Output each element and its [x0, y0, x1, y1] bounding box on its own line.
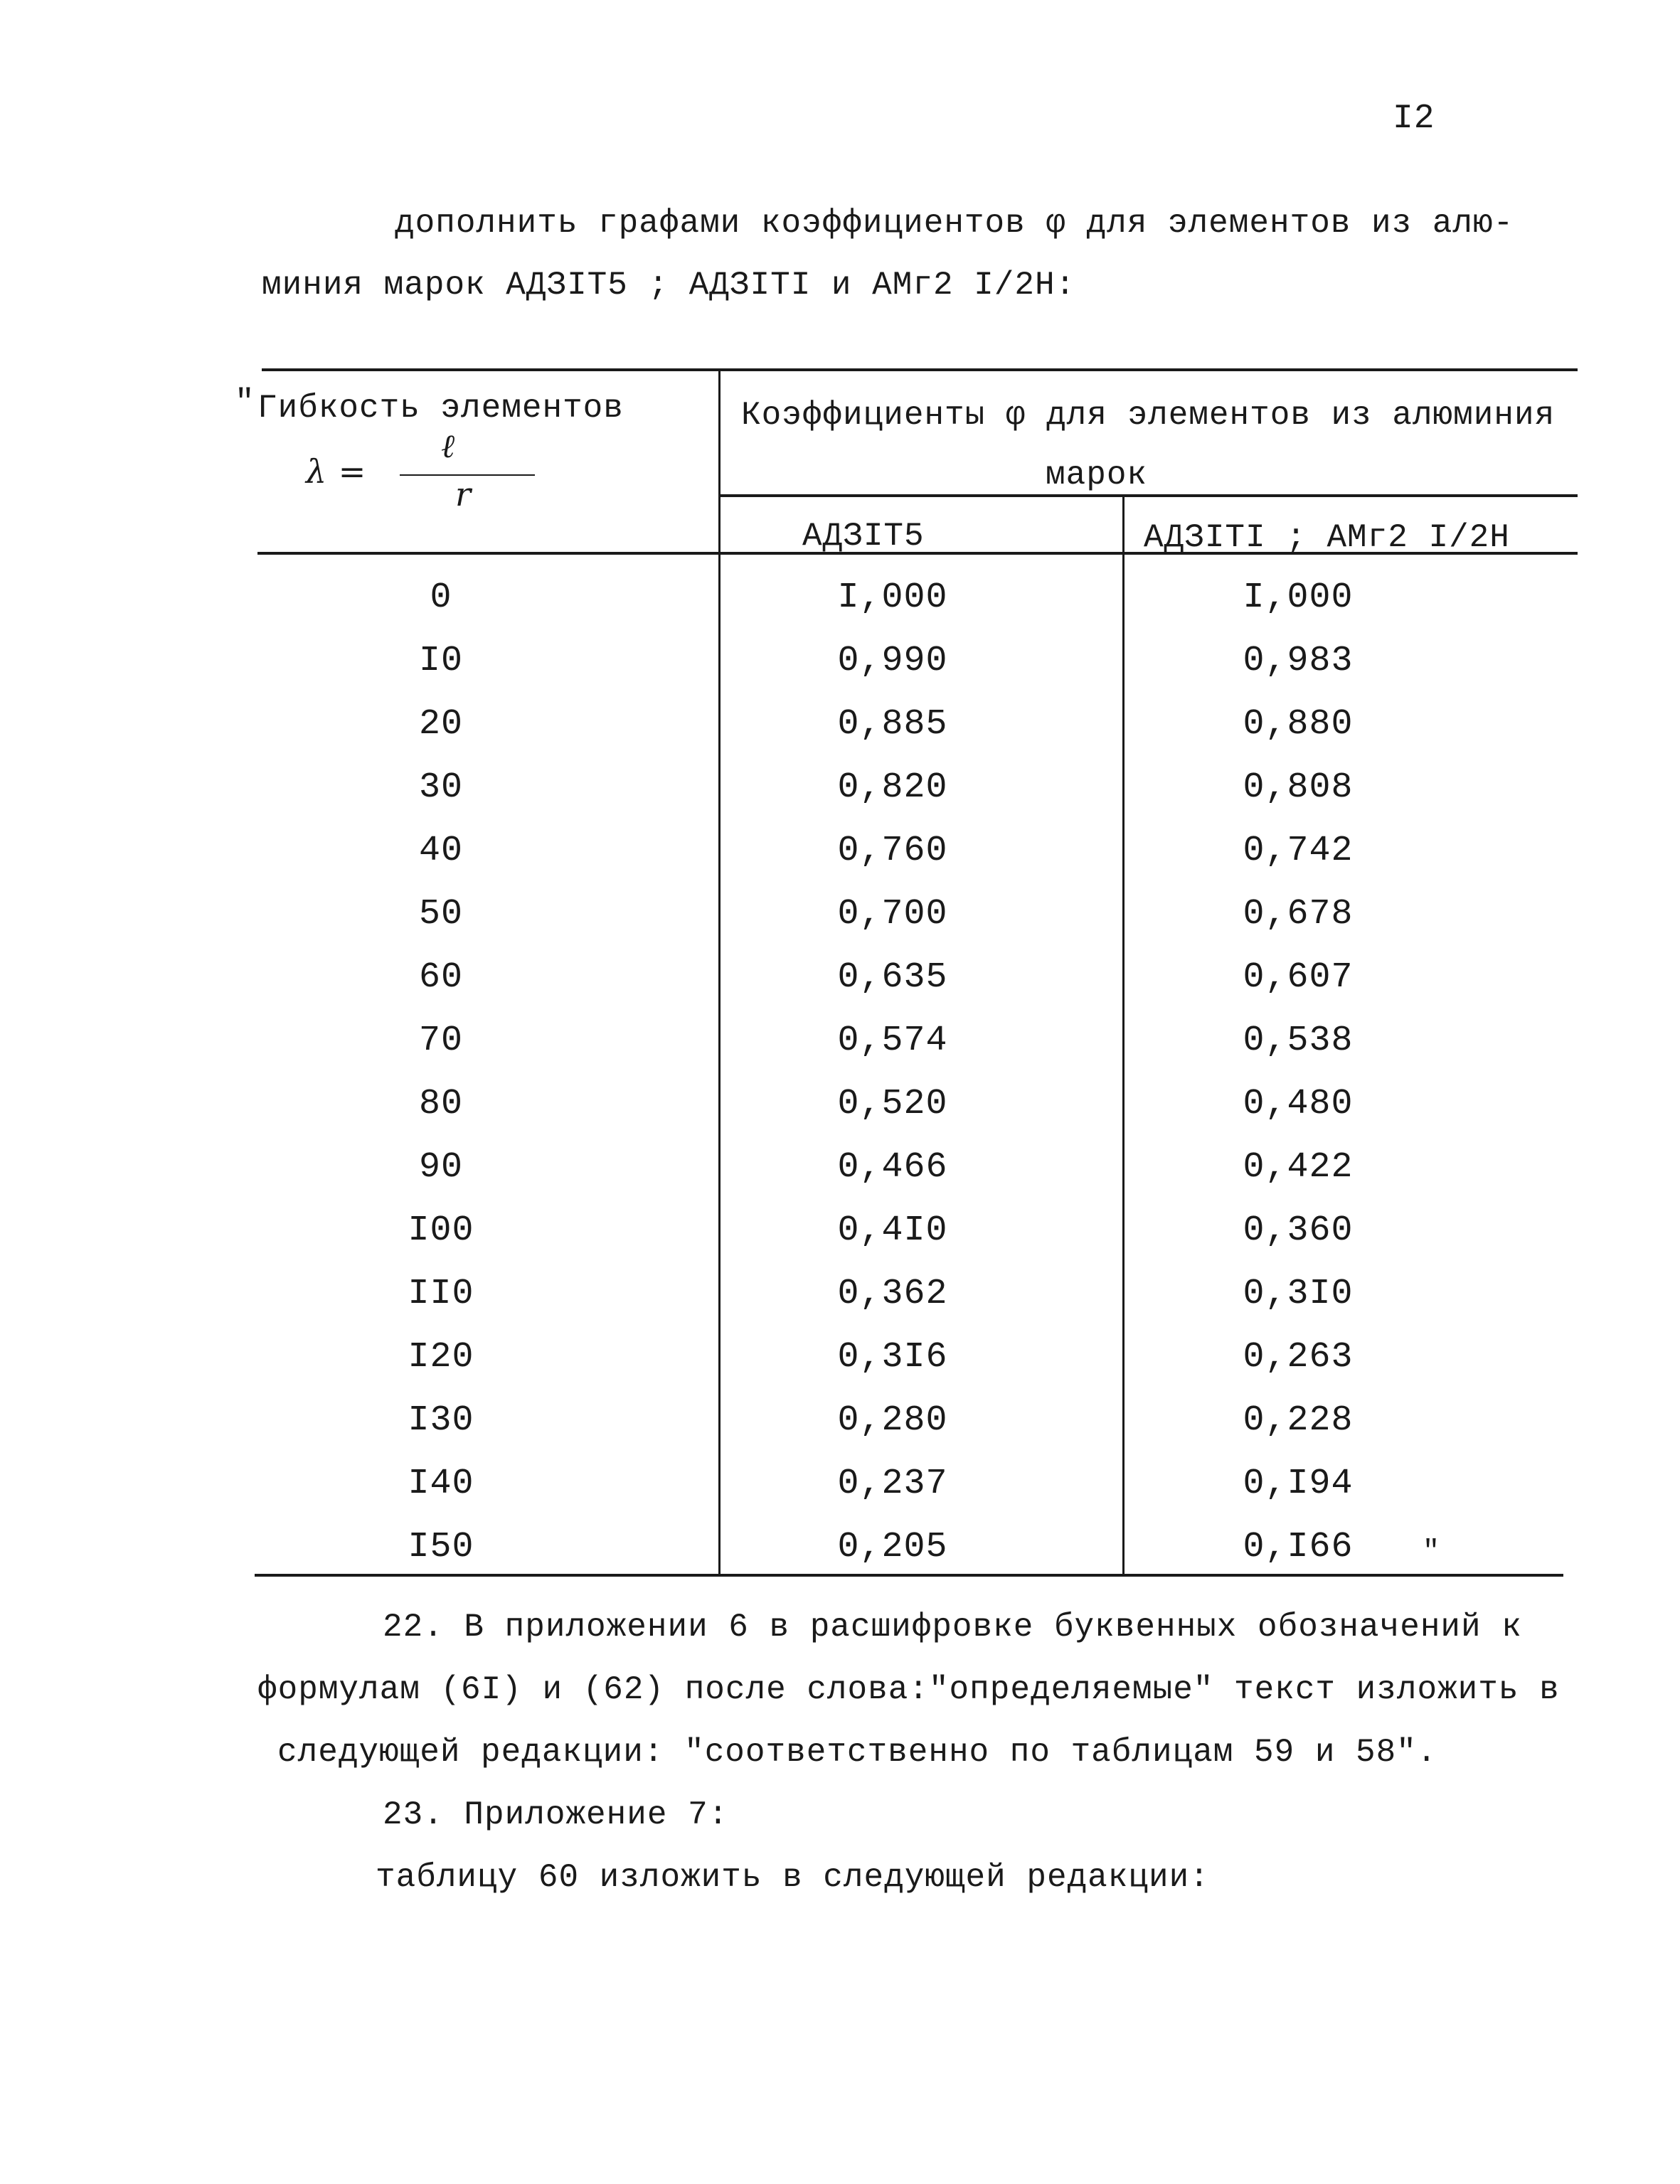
- group-header-line-2: марок: [1046, 457, 1148, 494]
- table-open-quote: ": [235, 384, 255, 421]
- cell-lambda: 90: [418, 1147, 463, 1188]
- table-row: [0, 1021, 1680, 1077]
- cell-ad31t1-amg2: 0,422: [1243, 1147, 1354, 1188]
- cell-ad31t1-amg2: 0,880: [1243, 704, 1354, 745]
- cell-ad31t5: 0,990: [837, 641, 948, 681]
- cell-ad31t1-amg2: 0,808: [1243, 767, 1354, 808]
- table-row: [0, 1464, 1680, 1520]
- cell-lambda: 50: [418, 894, 463, 934]
- para22-line-2: формулам (6I) и (62) после слова:"определяемые" текст изложить в: [257, 1671, 1560, 1708]
- cell-ad31t5: 0,700: [837, 894, 948, 934]
- cell-ad31t5: 0,635: [837, 957, 948, 998]
- cell-ad31t1-amg2: 0,480: [1243, 1084, 1354, 1124]
- col1-header: АДЗIТ5: [802, 518, 925, 555]
- table-close-quote: ": [1423, 1536, 1441, 1568]
- cell-ad31t1-amg2: 0,538: [1243, 1021, 1354, 1061]
- cell-ad31t5: 0,466: [837, 1147, 948, 1188]
- para23-line-1: 23. Приложение 7:: [383, 1796, 729, 1833]
- table-top-rule: [262, 368, 1578, 371]
- cell-ad31t1-amg2: 0,I66: [1243, 1527, 1354, 1567]
- table-row: [0, 894, 1680, 951]
- cell-lambda: 70: [418, 1021, 463, 1061]
- table-row: [0, 1210, 1680, 1267]
- cell-ad31t1-amg2: 0,263: [1243, 1337, 1354, 1378]
- table-row: [0, 577, 1680, 634]
- cell-ad31t1-amg2: 0,742: [1243, 831, 1354, 871]
- cell-ad31t5: 0,820: [837, 767, 948, 808]
- col0-header: Гибкость элементов: [257, 390, 624, 427]
- cell-ad31t5: 0,760: [837, 831, 948, 871]
- table-row: [0, 704, 1680, 761]
- cell-ad31t5: 0,574: [837, 1021, 948, 1061]
- cell-lambda: 0: [430, 577, 452, 618]
- cell-ad31t1-amg2: 0,I94: [1243, 1464, 1354, 1504]
- intro-line-1: дополнить графами коэффициентов φ для элементов из алю-: [395, 205, 1514, 242]
- table-row: [0, 957, 1680, 1014]
- formula-lambda: λ =: [306, 452, 367, 491]
- table-row: [0, 1274, 1680, 1331]
- cell-lambda: I30: [408, 1400, 474, 1441]
- cell-ad31t1-amg2: 0,360: [1243, 1210, 1354, 1251]
- cell-lambda: 80: [418, 1084, 463, 1124]
- cell-lambda: 40: [418, 831, 463, 871]
- cell-lambda: II0: [408, 1274, 474, 1314]
- cell-lambda: I20: [408, 1337, 474, 1378]
- cell-ad31t1-amg2: 0,3I0: [1243, 1274, 1354, 1314]
- para22-line-3: следующей редакции: "соответственно по таблицам 59 и 58".: [277, 1734, 1437, 1771]
- group-header-rule: [718, 494, 1578, 497]
- cell-ad31t5: I,000: [837, 577, 948, 618]
- cell-ad31t5: 0,362: [837, 1274, 948, 1314]
- table-row: [0, 1084, 1680, 1141]
- intro-line-2: миния марок АДЗIТ5 ; АДЗIТI и АМг2 I/2Н:: [262, 267, 1076, 304]
- cell-ad31t5: 0,520: [837, 1084, 948, 1124]
- cell-ad31t1-amg2: I,000: [1243, 577, 1354, 618]
- cell-ad31t1-amg2: 0,607: [1243, 957, 1354, 998]
- group-header-line-1: Коэффициенты φ для элементов из алюминия: [741, 397, 1556, 434]
- cell-ad31t5: 0,280: [837, 1400, 948, 1441]
- cell-ad31t1-amg2: 0,983: [1243, 641, 1354, 681]
- table-row: [0, 1147, 1680, 1204]
- col2-header: АДЗIТI ; АМг2 I/2Н: [1144, 519, 1510, 556]
- table-row: [0, 1400, 1680, 1457]
- table-row: [0, 641, 1680, 698]
- cell-lambda: I0: [418, 641, 463, 681]
- table-row: [0, 1337, 1680, 1394]
- cell-ad31t1-amg2: 0,678: [1243, 894, 1354, 934]
- table-row: [0, 767, 1680, 824]
- formula-numerator: ℓ: [441, 427, 456, 465]
- cell-lambda: I50: [408, 1527, 474, 1567]
- page-number: I2: [1393, 100, 1435, 138]
- cell-lambda: 60: [418, 957, 463, 998]
- cell-ad31t5: 0,4I0: [837, 1210, 948, 1251]
- cell-ad31t1-amg2: 0,228: [1243, 1400, 1354, 1441]
- cell-ad31t5: 0,885: [837, 704, 948, 745]
- cell-lambda: 30: [418, 767, 463, 808]
- cell-lambda: 20: [418, 704, 463, 745]
- cell-ad31t5: 0,205: [837, 1527, 948, 1567]
- para23-line-2: таблицу 60 изложить в следующей редакции:: [376, 1859, 1210, 1896]
- cell-ad31t5: 0,237: [837, 1464, 948, 1504]
- cell-lambda: I40: [408, 1464, 474, 1504]
- table-row: [0, 831, 1680, 888]
- formula-denominator: r: [455, 475, 472, 513]
- cell-ad31t5: 0,3I6: [837, 1337, 948, 1378]
- para22-line-1: 22. В приложении 6 в расшифровке буквенных обозначений к: [383, 1609, 1522, 1646]
- cell-lambda: I00: [408, 1210, 474, 1251]
